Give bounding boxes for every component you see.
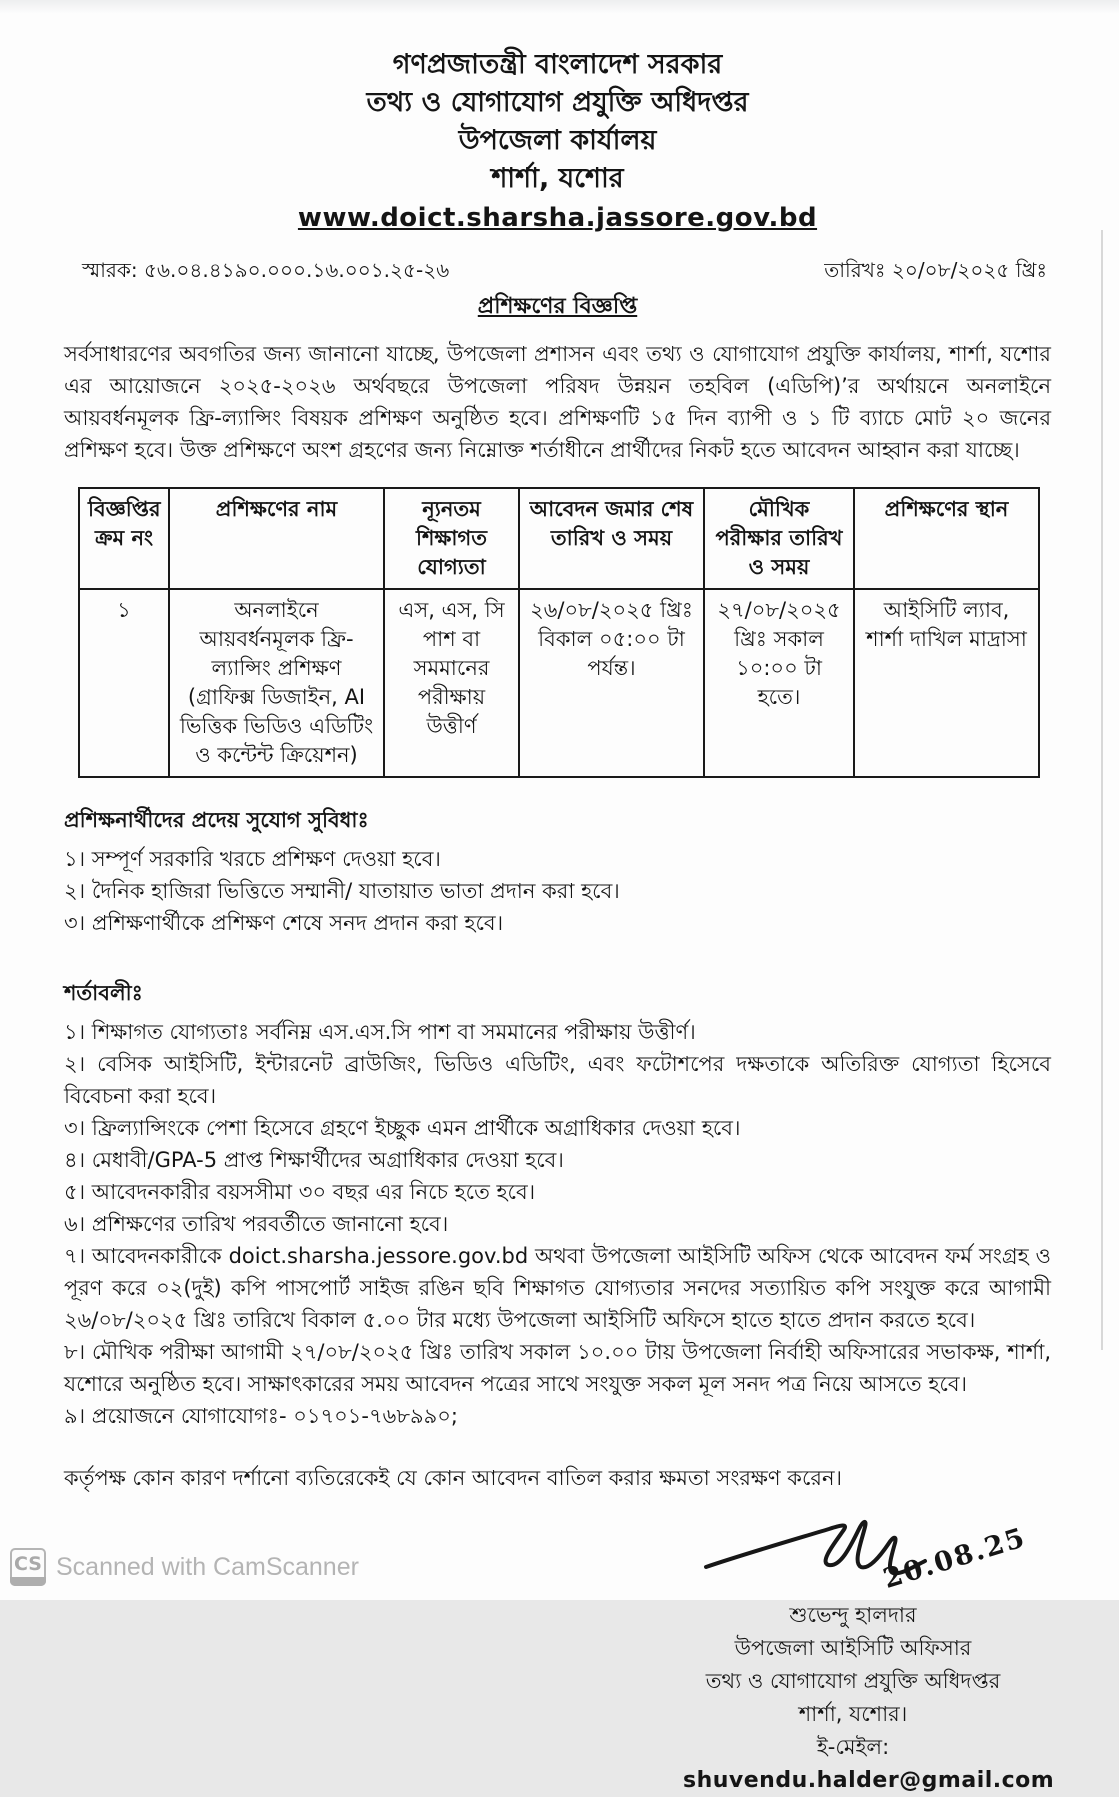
condition-item: ১। শিক্ষাগত যোগ্যতাঃ সর্বনিম্ন এস.এস.সি পাশ বা সমমানের পরীক্ষায় উত্তীর্ণ। [64, 1020, 696, 1044]
benefit-item: ১। সম্পূর্ণ সরকারি খরচে প্রশিক্ষণ দেওয়া হবে। [64, 847, 441, 871]
camscanner-icon-letters: CS [14, 1552, 42, 1575]
condition-item: ৮। মৌখিক পরীক্ষা আগামী ২৭/০৮/২০২৫ খ্রিঃ তারিখ সকাল ১০.০০ টায় উপজেলা নির্বাহী অফিসারের সভাকক্ষ, শার্শা, যশোরে অনুষ্ঠিত হবে। সাক্ষাৎকারের সময় আবেদন পত্রের সাথে সংযুক্ত সকল মূল সনদ পত্র নিয়ে আসতে হবে। [64, 1340, 1051, 1396]
condition-item: ৩। ফ্রিল্যান্সিংকে পেশা হিসেবে গ্রহণে ইচ্ছুক এমন প্রার্থীকে অগ্রাধিকার দেওয়া হবে। [64, 1116, 741, 1140]
department-name: তথ্য ও যোগাযোগ প্রযুক্তি অধিদপ্তর [366, 87, 749, 118]
cell-training-name: অনলাইনে আয়বর্ধনমূলক ফ্রি-ল্যান্সিং প্রশিক্ষণ (গ্রাফিক্স ডিজাইন, AI ভিত্তিক ভিডিও এডিটিং ও কন্টেন্ট ক্রিয়েশন) [169, 589, 384, 777]
memo-row [64, 256, 1051, 289]
signature-block [683, 1515, 1055, 1797]
col-header-venue: প্রশিক্ষণের স্থান [854, 488, 1039, 589]
email-label: ই-মেইল: [816, 1735, 890, 1759]
office-location: শার্শা, যশোর [491, 163, 624, 194]
closing-statement: কর্তৃপক্ষ কোন কারণ দর্শানো ব্যতিরেকেই যে কোন আবেদন বাতিল করার ক্ষমতা সংরক্ষণ করেন। [64, 1466, 843, 1490]
condition-item: ৭। আবেদনকারীকে doict.sharsha.jessore.gov.bd অথবা উপজেলা আইসিটি অফিস থেকে আবেদন ফর্ম সংগ্রহ ও পূরণ করে ০২(দুই) কপি পাসপোর্ট সাইজ রঙিন ছবি শিক্ষাগত যোগ্যতার সনদের সত্যায়িত কপি সংযুক্ত করে আগামী ২৬/০৮/২০২৫ খ্রিঃ তারিখে বিকাল ৫.০০ টার মধ্যে উপজেলা আইসিটি অফিসে হাতে হাতে প্রদান করতে হবে। [64, 1244, 1051, 1332]
condition-item: ২। বেসিক আইসিটি, ইন্টারনেট ব্রাউজিং, ভিডিও এডিটিং, এবং ফটোশপের দক্ষতাকে অতিরিক্ত যোগ্যতা হিসেবে বিবেচনা করা হবে। [64, 1052, 1051, 1108]
benefits-heading: প্রশিক্ষনার্থীদের প্রদেয় সুযোগ সুবিধাঃ [64, 808, 369, 832]
cell-deadline: ২৬/০৮/২০২৫ খ্রিঃ বিকাল ০৫:০০ টা পর্যন্ত। [519, 589, 704, 777]
cell-venue: আইসিটি ল্যাব, শার্শা দাখিল মাদ্রাসা [854, 589, 1039, 777]
document-title-wrap [64, 289, 1051, 326]
signature-date: 20.08.25 [880, 1522, 1031, 1595]
handwritten-signature [683, 1515, 1031, 1599]
signer-location: শার্শা, যশোর। [798, 1702, 908, 1726]
cell-viva: ২৭/০৮/২০২৫ খ্রিঃ সকাল ১০:০০ টা হতে। [704, 589, 854, 777]
signer-designation: উপজেলা আইসিটি অফিসার [734, 1636, 972, 1660]
letterhead [64, 46, 1051, 238]
col-header-serial: বিজ্ঞপ্তির ক্রম নং [79, 488, 169, 589]
camscanner-icon-strip [10, 1577, 46, 1586]
condition-item: ৪। মেধাবী/GPA-5 প্রাপ্ত শিক্ষার্থীদের অগ্রাধিকার দেওয়া হবে। [64, 1148, 564, 1172]
table-row [79, 589, 1039, 777]
memo-number: স্মারক: ৫৬.০৪.৪১৯০.০০০.১৬.০০১.২৫-২৬ [82, 258, 450, 282]
condition-item: ৬। প্রশিক্ষণের তারিখ পরবর্তীতে জানানো হবে। [64, 1212, 449, 1236]
benefit-item: ৩। প্রশিক্ষণার্থীকে প্রশিক্ষণ শেষে সনদ প্রদান করা হবে। [64, 911, 504, 935]
benefits-list [64, 843, 1051, 939]
camscanner-watermark [10, 1548, 359, 1586]
conditions-heading: শর্তাবলীঃ [64, 981, 143, 1005]
training-notice-table [78, 487, 1040, 778]
cell-serial: ১ [79, 589, 169, 777]
condition-item: ৫। আবেদনকারীর বয়সসীমা ৩০ বছর এর নিচে হতে হবে। [64, 1180, 536, 1204]
document-title: প্রশিক্ষণের বিজ্ঞপ্তি [477, 294, 638, 319]
memo-date: তারিখঃ ২০/০৮/২০২৫ খ্রিঃ [824, 258, 1047, 282]
government-name: গণপ্রজাতন্ত্রী বাংলাদেশ সরকার [392, 49, 723, 80]
camscanner-icon [10, 1548, 46, 1586]
col-header-qualification: ন্যূনতম শিক্ষাগত যোগ্যতা [384, 488, 519, 589]
col-header-deadline: আবেদন জমার শেষ তারিখ ও সময় [519, 488, 704, 589]
col-header-training-name: প্রশিক্ষণের নাম [169, 488, 384, 589]
intro-paragraph: সর্বসাধারণের অবগতির জন্য জানানো যাচ্ছে, উপজেলা প্রশাসন এবং তথ্য ও যোগাযোগ প্রযুক্তি কার্যালয়, শার্শা, যশোর এর আয়োজনে ২০২৫-২০২৬ অর্থবছরে উপজেলা পরিষদ উন্নয়ন তহবিল (এডিপি)’র অর্থায়নে অনলাইনে আয়বর্ধনমূলক ফ্রি-ল্যান্সিং বিষয়ক প্রশিক্ষণ অনুষ্ঠিত হবে। প্রশিক্ষণটি ১৫ দিন ব্যাপী ও ১ টি ব্যাচে মোট ২০ জনের প্রশিক্ষণ হবে। উক্ত প্রশিক্ষণে অংশ গ্রহণের জন্য নিম্নোক্ত শর্তাধীনে প্রার্থীদের নিকট হতে আবেদন আহ্বান করা যাচ্ছে। [64, 342, 1051, 462]
table-header-row [79, 488, 1039, 589]
signer-email[interactable]: shuvendu.halder@gmail.com [683, 1768, 1055, 1793]
conditions-list [64, 1016, 1051, 1432]
camscanner-text: Scanned with CamScanner [56, 1552, 359, 1581]
benefit-item: ২। দৈনিক হাজিরা ভিত্তিতে সম্মানী/ যাতায়াত ভাতা প্রদান করা হবে। [64, 879, 620, 903]
cell-qualification: এস, এস, সি পাশ বা সমমানের পরীক্ষায় উত্তীর্ণ [384, 589, 519, 777]
office-name: উপজেলা কার্যালয় [458, 125, 657, 156]
col-header-viva: মৌখিক পরীক্ষার তারিখ ও সময় [704, 488, 854, 589]
signer-department: তথ্য ও যোগাযোগ প্রযুক্তি অধিদপ্তর [705, 1669, 1001, 1693]
condition-item: ৯। প্রয়োজনে যোগাযোগঃ- ০১৭০১-৭৬৮৯৯০; [64, 1404, 458, 1428]
website-link[interactable]: www.doict.sharsha.jassore.gov.bd [297, 203, 818, 233]
signer-name: শুভেন্দু হালদার [789, 1603, 917, 1627]
